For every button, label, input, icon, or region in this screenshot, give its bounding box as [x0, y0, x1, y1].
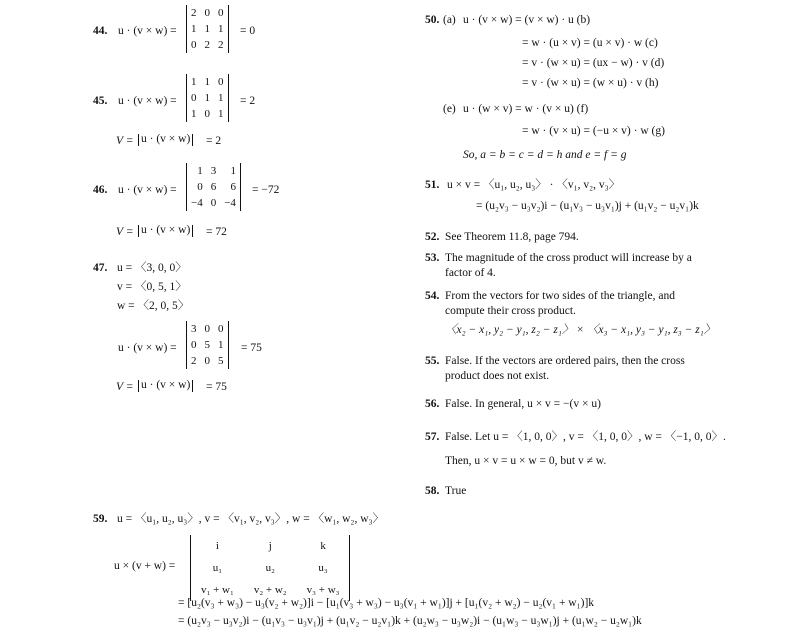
determinant-cell: k — [320, 539, 326, 552]
determinant-cell: j — [268, 539, 272, 552]
determinant-cell: 0 — [218, 75, 224, 88]
equation-line: u · (w × v) = w · (v × u) (f) — [463, 103, 589, 115]
determinant-cell: 1 — [230, 164, 236, 177]
determinant-cell: 1 — [204, 22, 210, 35]
determinant-row — [187, 106, 228, 122]
determinant-cell: 1 — [218, 91, 224, 104]
determinant-row — [187, 5, 228, 21]
equation-line: = (u₂v₃ − u₃v₂)i − (u₁v₃ − u₃v₁)j + (u₁v₂ − u₂v₁)k — [476, 200, 699, 212]
answer-text: False. Let u = 〈1, 0, 0〉, v = 〈1, 0, 0〉, w = 〈−1, 0, 0〉. — [445, 431, 726, 443]
determinant-cell: 1 — [191, 22, 197, 35]
problem-number: 46. — [93, 184, 108, 196]
determinant-cell: 1 — [218, 22, 224, 35]
problem-number: 54. — [425, 290, 440, 302]
determinant-cell: u₁ — [212, 561, 223, 574]
equation-lhs: u × (v + w) = — [114, 560, 176, 572]
problem-number: 58. — [425, 485, 440, 497]
problem-number: 53. — [425, 252, 440, 264]
answer-text: From the vectors for two sides of the triangle, and — [445, 290, 675, 302]
determinant-cell: 6 — [230, 180, 236, 193]
problem-number: 56. — [425, 398, 440, 410]
equation-line: = v · (w × u) = (w × u) · v (h) — [522, 77, 659, 89]
determinant-cell: 5 — [204, 338, 210, 351]
determinant-row — [187, 179, 240, 195]
determinant-cell: 1 — [197, 164, 203, 177]
equation-line: = w · (u × v) = (u × v) · w (c) — [522, 37, 658, 49]
determinant — [186, 5, 229, 53]
equation-line: = v · (w × u) = (ux − w) · v (d) — [522, 57, 665, 69]
part-label: (a) — [443, 14, 456, 26]
determinant — [190, 535, 350, 601]
determinant-cell: 1 — [218, 107, 224, 120]
answer-text: product does not exist. — [445, 370, 550, 382]
volume-norm: u · (v × w) — [138, 380, 193, 392]
determinant-cell: 1 — [204, 75, 210, 88]
equation-line: = w · (v × u) = (−u × v) · w (g) — [522, 125, 665, 137]
determinant-row — [187, 90, 228, 106]
determinant-cell: 2 — [218, 38, 224, 51]
answer-text: The magnitude of the cross product will increase by a — [445, 252, 692, 264]
answer-text: compute their cross product. — [445, 305, 576, 317]
determinant-cell: 0 — [204, 107, 210, 120]
equation-line: u · (v × w) = (v × w) · u (b) — [463, 14, 591, 26]
determinant-cell: 1 — [191, 107, 197, 120]
determinant-cell: 0 — [204, 322, 210, 335]
equation-lhs: u · (v × w) = — [118, 95, 177, 107]
determinant-cell: 0 — [210, 196, 217, 209]
answer-text: False. In general, u × v = −(v × u) — [445, 398, 601, 410]
problem-number: 59. — [93, 513, 108, 525]
equation-lhs: u · (v × w) = — [118, 25, 177, 37]
determinant-cell: 2 — [191, 6, 197, 19]
equation-lhs: u · (v × w) = — [118, 184, 177, 196]
volume-label: V = — [116, 226, 134, 238]
determinant-cell: u₃ — [318, 561, 328, 574]
volume-label: V = — [116, 381, 134, 393]
expansion-line: = [u₂(v₃ + w₃) − u₃(v₂ + w₂)]i − [u₁(v₃ + w₃) − u₃(v₁ + w₁)]j + [u₁(v₂ + w₂) − u₂(v₁ + w₁)]k — [178, 597, 595, 609]
equation-rhs: = 75 — [241, 342, 262, 354]
volume-norm: u · (v × w) — [138, 225, 193, 237]
vector-v: v = 〈0, 5, 1〉 — [117, 281, 187, 293]
determinant-cell: v₃ + w₃ — [306, 583, 340, 596]
determinant-cell: 0 — [191, 338, 197, 351]
determinant-cell: v₁ + w₁ — [201, 583, 234, 596]
problem-number: 44. — [93, 25, 108, 37]
determinant — [186, 74, 229, 122]
determinant-row — [191, 535, 349, 557]
equation-rhs: = 0 — [240, 25, 256, 37]
determinant-row — [187, 337, 228, 353]
determinant-cell: 0 — [218, 322, 224, 335]
determinant-cell: 0 — [191, 91, 197, 104]
determinant-cell: −4 — [191, 196, 203, 209]
answer-text: factor of 4. — [445, 267, 496, 279]
equation-rhs: = −72 — [252, 184, 280, 196]
determinant-cell: u₂ — [265, 561, 275, 574]
problem-number: 57. — [425, 431, 440, 443]
answer-text: False. If the vectors are ordered pairs, then the cross — [445, 355, 685, 367]
determinant — [186, 163, 241, 211]
determinant-cell: 1 — [218, 338, 224, 351]
volume-value: = 72 — [206, 226, 227, 238]
vector-definitions: u = 〈u₁, u₂, u₃〉, v = 〈v₁, v₂, v₃〉, w = 〈w₁, w₂, w₃〉 — [117, 513, 385, 525]
determinant-cell: 2 — [204, 38, 210, 51]
determinant-cell: i — [215, 539, 219, 552]
determinant-row — [187, 37, 228, 53]
volume-norm: u · (v × w) — [138, 134, 193, 146]
determinant-row — [191, 557, 349, 579]
determinant-row — [187, 353, 228, 369]
determinant-cell: 6 — [210, 180, 217, 193]
volume-label: V = — [116, 135, 134, 147]
problem-number: 51. — [425, 179, 440, 191]
formula: 〈x₂ − x₁, y₂ − y₁, z₂ − z₁〉 × 〈x₃ − x₁, y₃ − y₁, z₃ − z₁〉 — [445, 324, 716, 336]
determinant-cell: 0 — [197, 180, 203, 193]
determinant-cell: 0 — [204, 354, 210, 367]
determinant-cell: v₂ + w₂ — [253, 583, 287, 596]
volume-value: = 75 — [206, 381, 227, 393]
equation-rhs: = 2 — [240, 95, 256, 107]
determinant-cell: 2 — [191, 354, 197, 367]
determinant — [186, 321, 229, 369]
equation-line: u × v = 〈u₁, u₂, u₃〉 · 〈v₁, v₂, v₃〉 — [447, 179, 621, 191]
part-label: (e) — [443, 103, 456, 115]
determinant-row — [187, 195, 240, 211]
determinant-cell: 0 — [191, 38, 197, 51]
determinant-row — [187, 163, 240, 179]
determinant-cell: 0 — [204, 6, 210, 19]
problem-number: 52. — [425, 231, 440, 243]
determinant-cell: 3 — [191, 322, 197, 335]
determinant-row — [187, 74, 228, 90]
determinant-cell: −4 — [224, 196, 236, 209]
problem-number: 47. — [93, 262, 108, 274]
determinant-cell: 1 — [191, 75, 197, 88]
problem-number: 45. — [93, 95, 108, 107]
determinant-cell: 5 — [218, 354, 224, 367]
conclusion: So, a = b = c = d = h and e = f = g — [463, 149, 627, 161]
answer-text: See Theorem 11.8, page 794. — [445, 231, 579, 243]
problem-number: 50. — [425, 14, 440, 26]
answer-text: Then, u × v = u × w = 0, but v ≠ w. — [445, 455, 607, 467]
determinant-cell: 1 — [204, 91, 210, 104]
vector-u: u = 〈3, 0, 0〉 — [117, 262, 187, 274]
determinant-cell: 3 — [210, 164, 217, 177]
problem-number: 55. — [425, 355, 440, 367]
vector-w: w = 〈2, 0, 5〉 — [117, 300, 190, 312]
determinant-cell: 0 — [218, 6, 224, 19]
determinant-row — [187, 21, 228, 37]
answer-text: True — [445, 485, 467, 497]
determinant-row — [187, 321, 228, 337]
expansion-line: = (u₂v₃ − u₃v₂)i − (u₁v₃ − u₃v₁)j + (u₁v₂ − u₂v₁)k + (u₂w₃ − u₃w₂)i − (u₁w₃ − u₃w₁)j + (u₁w₂ − u₂w₁)k — [178, 615, 642, 627]
volume-value: = 2 — [206, 135, 222, 147]
equation-lhs: u · (v × w) = — [118, 342, 177, 354]
